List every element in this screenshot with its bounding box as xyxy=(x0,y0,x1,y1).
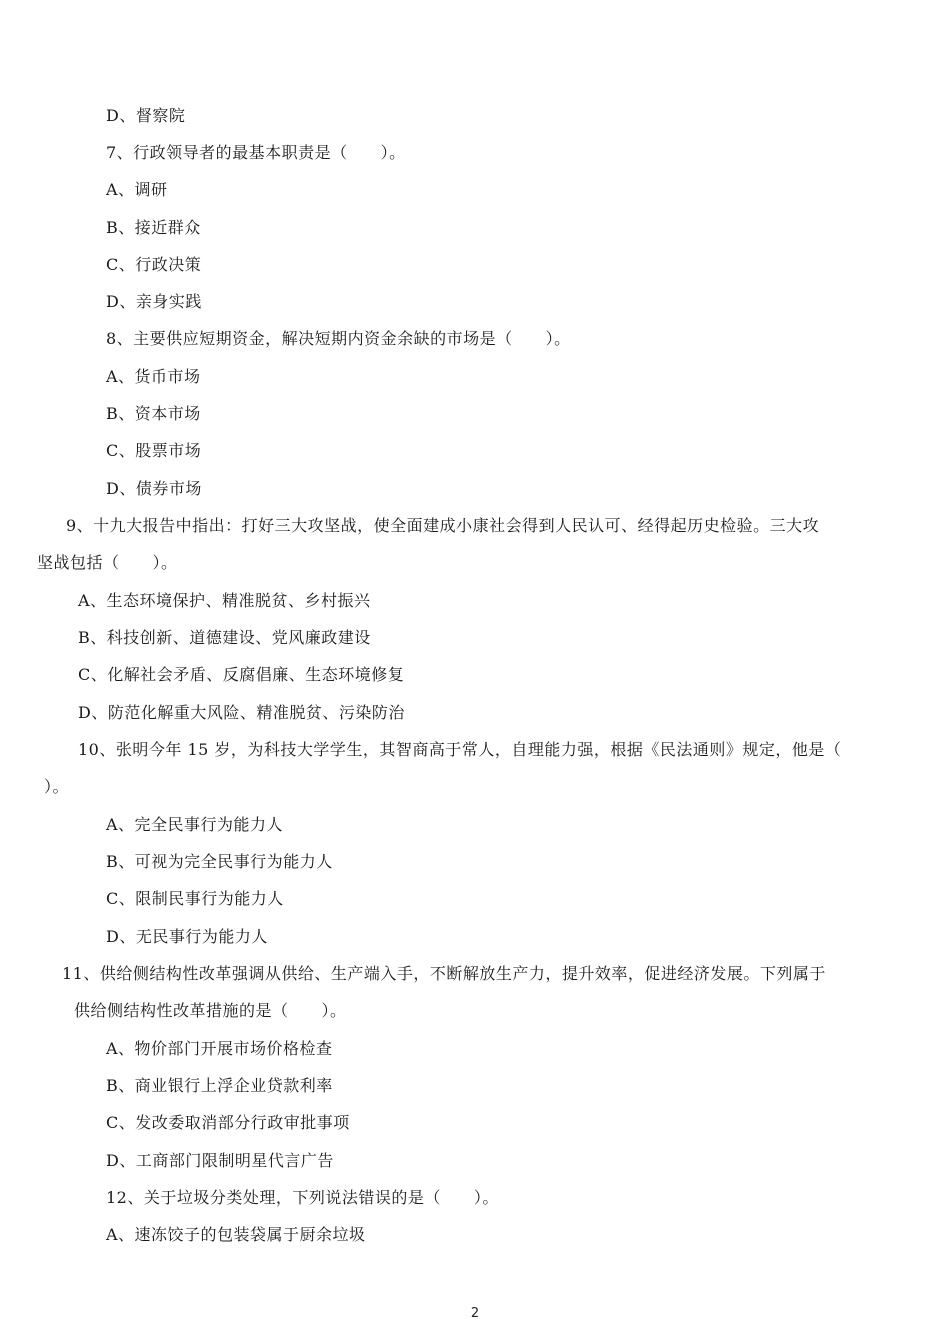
q9-option-d: D、防范化解重大风险、精准脱贫、污染防治 xyxy=(78,703,405,722)
q7-option-d: D、亲身实践 xyxy=(106,292,202,311)
q11-option-b: B、商业银行上浮企业贷款利率 xyxy=(106,1076,333,1095)
q10-option-d: D、无民事行为能力人 xyxy=(106,927,268,946)
q9-option-a: A、生态环境保护、精准脱贫、乡村振兴 xyxy=(78,591,371,610)
q9-stem-line1: 9、十九大报告中指出：打好三大攻坚战，使全面建成小康社会得到人民认可、经得起历史检验。三大攻 xyxy=(66,516,820,535)
q12-option-a: A、速冻饺子的包装袋属于厨余垃圾 xyxy=(106,1225,366,1244)
q11-option-a: A、物价部门开展市场价格检查 xyxy=(106,1039,333,1058)
q8-option-a: A、货币市场 xyxy=(106,367,201,386)
q10-option-c: C、限制民事行为能力人 xyxy=(106,889,284,908)
q10-option-b: B、可视为完全民事行为能力人 xyxy=(106,852,333,871)
q11-stem-line2: 供给侧结构性改革措施的是（ ）。 xyxy=(74,1001,347,1020)
q8-stem: 8、主要供应短期资金，解决短期内资金余缺的市场是（ ）。 xyxy=(106,329,571,348)
q6-option-d: D、督察院 xyxy=(106,106,186,125)
q7-option-a: A、调研 xyxy=(106,180,168,199)
q8-option-b: B、资本市场 xyxy=(106,404,201,423)
page-number: 2 xyxy=(470,1306,480,1321)
q10-option-a: A、完全民事行为能力人 xyxy=(106,815,284,834)
q11-stem-line1: 11、供给侧结构性改革强调从供给、生产端入手，不断解放生产力，提升效率，促进经济发展。下列属于 xyxy=(62,964,826,983)
q10-stem-line2: ）。 xyxy=(44,777,70,796)
q10-stem-line1: 10、张明今年 15 岁，为科技大学学生，其智商高于常人，自理能力强，根据《民法通则》规定，他是（ xyxy=(78,740,842,759)
q7-stem: 7、行政领导者的最基本职责是（ ）。 xyxy=(106,143,406,162)
q9-stem-line2: 坚战包括（ ）。 xyxy=(37,553,178,572)
q12-stem: 12、关于垃圾分类处理，下列说法错误的是（ ）。 xyxy=(106,1188,499,1207)
q8-option-c: C、股票市场 xyxy=(106,441,202,460)
q11-option-c: C、发改委取消部分行政审批事项 xyxy=(106,1113,350,1132)
q8-option-d: D、债券市场 xyxy=(106,479,202,498)
q9-option-c: C、化解社会矛盾、反腐倡廉、生态环境修复 xyxy=(78,665,405,684)
q11-option-d: D、工商部门限制明星代言广告 xyxy=(106,1151,334,1170)
q9-option-b: B、科技创新、道德建设、党风廉政建设 xyxy=(78,628,371,647)
q7-option-b: B、接近群众 xyxy=(106,218,201,237)
q7-option-c: C、行政决策 xyxy=(106,255,202,274)
